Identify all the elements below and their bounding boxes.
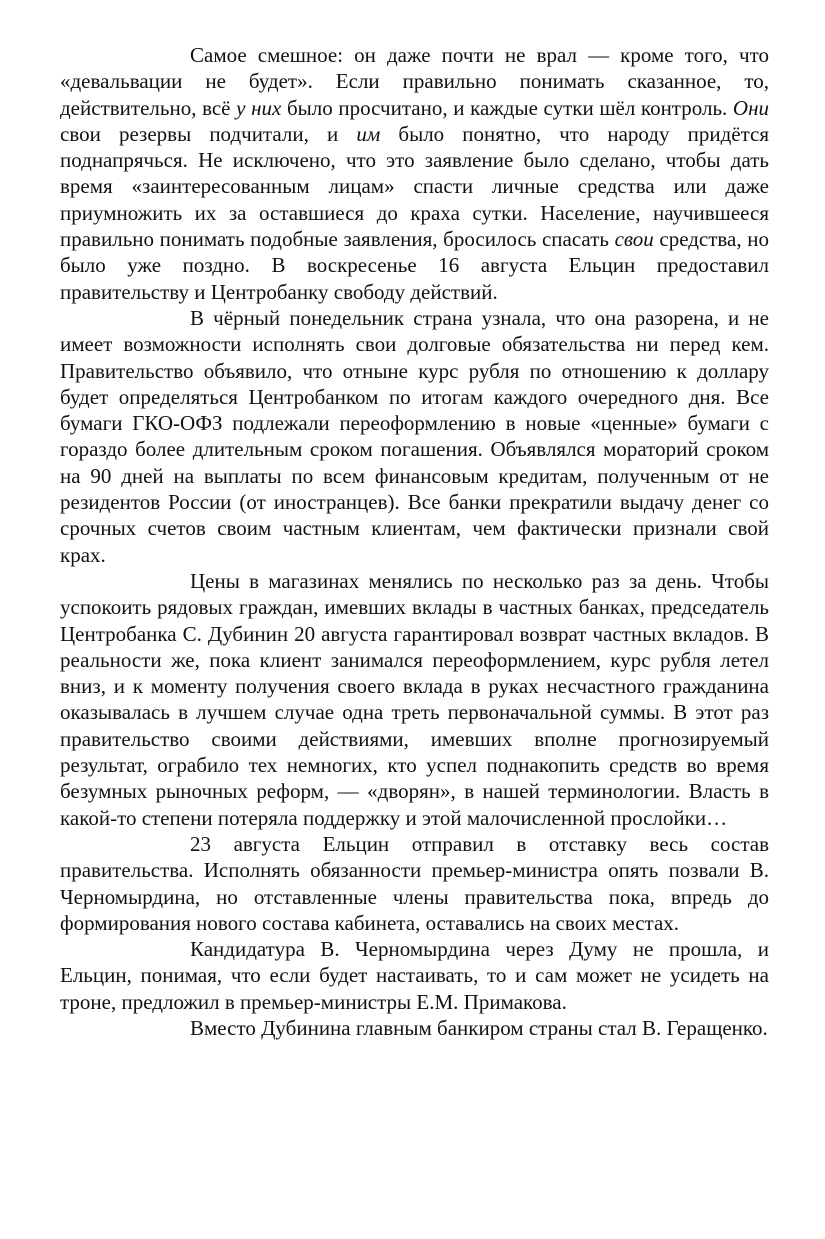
text-segment: было просчитано, и каждые сутки шёл контроль. [281, 95, 733, 120]
text-segment: Кандидатура В. Черномырдина через Думу не прошла, и Ельцин, понимая, что если будет настаивать, то и сам может не усидеть на троне, предложил в премьер-министры Е.М. Примакова. [60, 937, 769, 1014]
paragraph [60, 1015, 769, 1041]
text-segment: Самое смешное: он даже почти не врал — кроме того, что «девальвации не будет». Если правильно понимать сказанное, то, действительно, всё [60, 43, 769, 120]
italic-text-segment: им [356, 121, 381, 146]
text-segment: Цены в магазинах менялись по несколько раз за день. Чтобы успокоить рядовых граждан, имевших вклады в частных банках, председатель Центробанка С. Дубинин 20 августа гарантировал возврат частных вкладов. В реальности же, пока клиент занимался переоформлением, курс рубля летел вниз, и к моменту получения своего вклада в руках несчастного гражданина оказывалась в лучшем случае одна треть первоначальной суммы. В этот раз правительство своими действиями, имевших вполне прогнозируемый результат, ограбило тех немногих, кто успел поднакопить средств во время безумных рыночных реформ, — «дворян», в нашей терминологии. Власть в какой-то степени потеряла поддержку и этой малочисленной прослойки… [60, 568, 769, 830]
italic-text-segment: Они [732, 95, 769, 120]
paragraph [60, 42, 769, 305]
text-segment: В чёрный понедельник страна узнала, что она разорена, и не имеет возможности исполнять свои долговые обязательства ни перед кем. Правительство объявило, что отныне курс рубля по отношению к доллару будет определяться Центробанком по итогам каждого очередного дня. Все бумаги ГКО-ОФЗ подлежали переоформлению в новые «ценные» бумаги с гораздо более длительным сроком погашения. Объявлялся мораторий сроком на 90 дней на выплаты по всем финансовым кредитам, полученным от не резидентов России (от иностранцев). Все банки прекратили выдачу денег со срочных счетов своим частным клиентам, чем фактически признали свой крах. [60, 305, 769, 567]
text-segment: свои резервы подчитали, и [60, 121, 357, 146]
text-segment: 23 августа Ельцин отправил в отставку весь состав правительства. Исполнять обязанности премьер-министра опять позвали В. Черномырдина, но отставленные члены правительства пока, впредь до формирования нового состава кабинета, оставались на своих местах. [60, 831, 769, 935]
italic-text-segment: свои [614, 227, 654, 252]
paragraph [60, 305, 769, 568]
document-page [60, 42, 769, 1041]
paragraph [60, 831, 769, 936]
text-segment: было понятно, что народу придётся поднапрячься. Не исключено, что это заявление было сделано, чтобы дать время «заинтересованным лицам» спасти личные средства или даже приумножить их за оставшиеся до краха сутки. Население, научившееся правильно понимать подобные заявления, бросилось спасать [60, 121, 770, 252]
text-segment: Вместо Дубинина главным банкиром страны стал В. Геращенко. [190, 1015, 768, 1040]
text-segment: средства, но было уже поздно. В воскресенье 16 августа Ельцин предоставил правительству и Центробанку свободу действий. [60, 227, 769, 304]
paragraph [60, 936, 769, 1015]
paragraph [60, 568, 769, 831]
italic-text-segment: у них [236, 95, 282, 120]
